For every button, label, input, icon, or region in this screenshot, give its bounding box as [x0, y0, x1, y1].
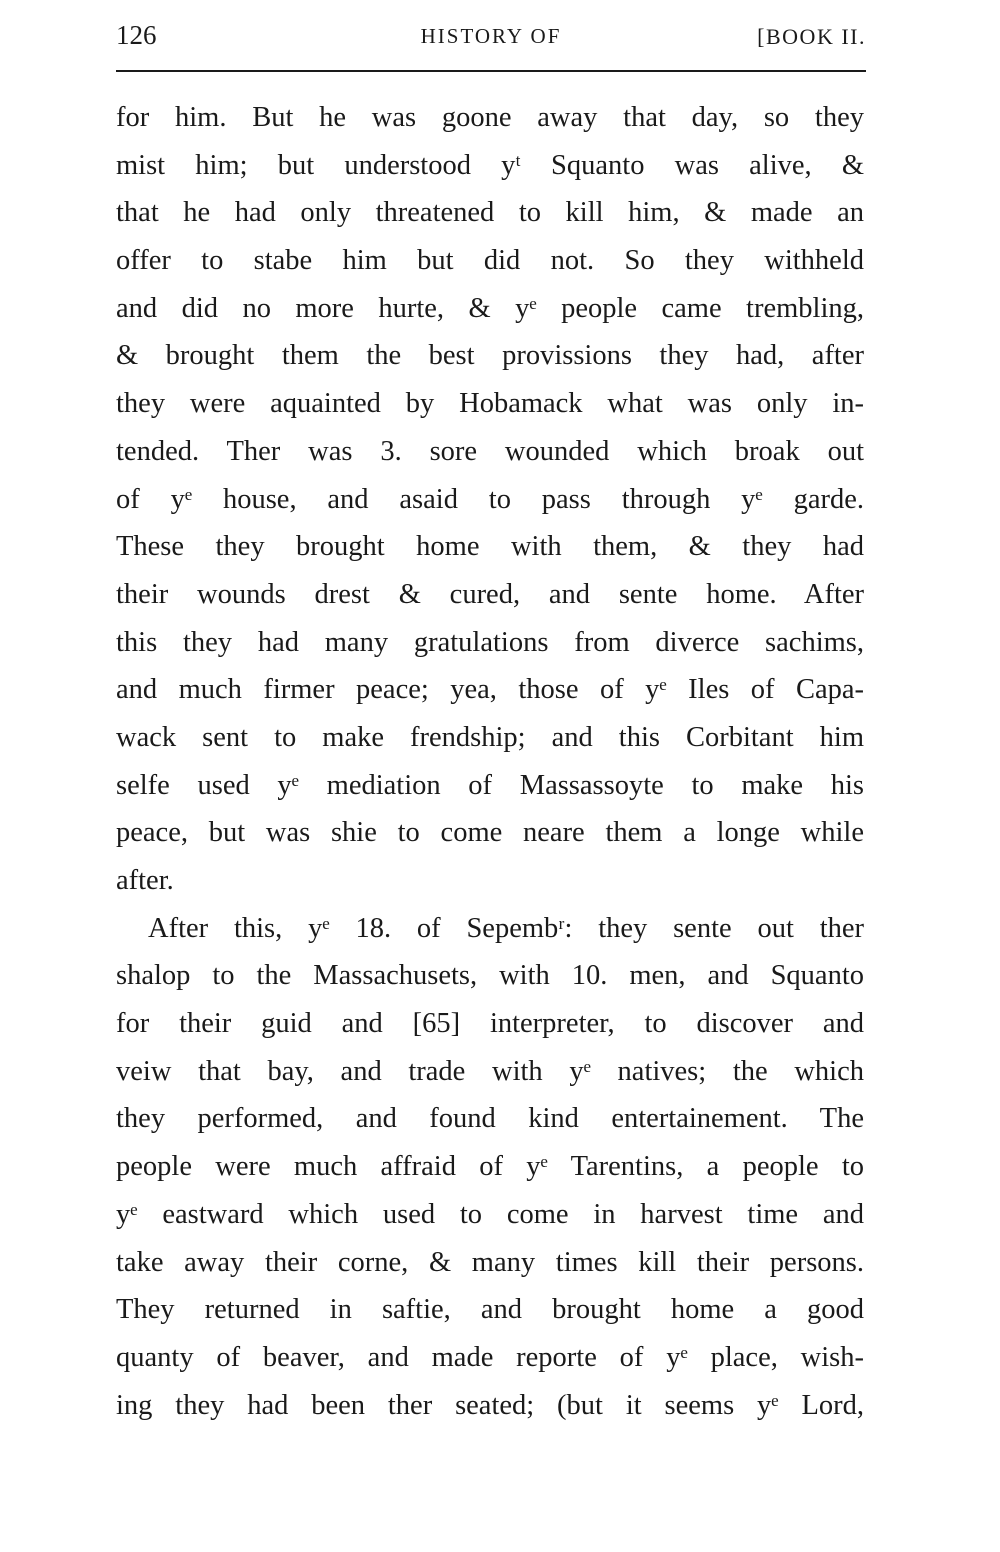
text-line: selfe used yᵉ mediation of Massassoyte to make his — [116, 769, 864, 801]
text-line: they were aquainted by Hobamack what was only in- — [116, 388, 864, 420]
text-line: people were much affraid of yᵉ Tarentins, a people to — [116, 1151, 864, 1183]
text-line: They returned in saftie, and brought home a good — [116, 1294, 864, 1326]
text-line: their wounds drest & cured, and sente home. After — [116, 578, 864, 610]
text-line: shalop to the Massachusets, with 10. men, and Squanto — [116, 960, 864, 992]
page-number: 126 — [116, 20, 157, 50]
text-line: After this, yᵉ 18. of Sepembʳ: they sente out ther — [148, 912, 864, 944]
text-line: they performed, and found kind entertainement. The — [116, 1103, 864, 1135]
text-line: and much firmer peace; yea, those of yᵉ Iles of Capa- — [116, 674, 864, 706]
text-line: of yᵉ house, and asaid to pass through yᵉ garde. — [116, 483, 864, 515]
text-line: tended. Ther was 3. sore wounded which broak out — [116, 435, 864, 467]
text-line: for him. But he was goone away that day, so they — [116, 102, 864, 133]
body-text — [116, 94, 864, 1429]
text-line: These they brought home with them, & they had — [116, 531, 864, 563]
text-line: peace, but was shie to come neare them a longe while — [116, 817, 864, 849]
running-head — [116, 20, 866, 60]
text-line: offer to stabe him but did not. So they withheld — [116, 245, 864, 277]
text-line: and did no more hurte, & yᵉ people came trembling, — [116, 292, 864, 324]
text-line: take away their corne, & many times kill their persons. — [116, 1246, 864, 1278]
text-line: after. — [116, 865, 174, 896]
text-line: mist him; but understood yᵗ Squanto was alive, & — [116, 149, 864, 181]
text-line: ing they had been ther seated; (but it seems yᵉ Lord, — [116, 1389, 864, 1421]
header-rule — [116, 70, 866, 72]
text-line: for their guid and [65] interpreter, to discover and — [116, 1008, 864, 1040]
text-line: wack sent to make frendship; and this Corbitant him — [116, 721, 864, 753]
text-line: quanty of beaver, and made reporte of yᵉ place, wish- — [116, 1341, 864, 1373]
text-line: that he had only threatened to kill him, & made an — [116, 197, 864, 229]
text-line: & brought them the best provissions they had, after — [116, 340, 864, 372]
running-title: HISTORY OF — [420, 24, 562, 48]
text-line: this they had many gratulations from diverce sachims, — [116, 626, 864, 658]
book-label: [BOOK II. — [757, 24, 866, 49]
text-line: veiw that bay, and trade with yᵉ natives; the which — [116, 1055, 864, 1087]
text-line: yᵉ eastward which used to come in harvest time and — [116, 1198, 864, 1230]
